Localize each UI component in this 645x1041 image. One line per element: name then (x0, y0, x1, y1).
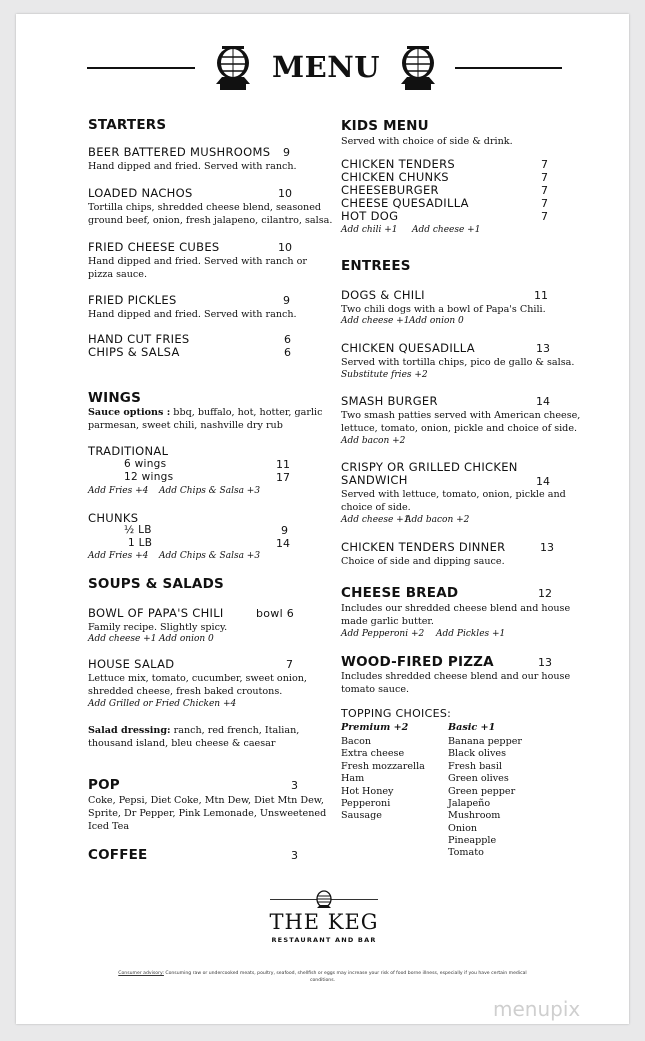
advisory-text: Consuming raw or undercooked meats, poultry, seafood, shellfish or eggs may increase your risk of food borne illness, especially if you have certain medical (163, 971, 527, 976)
kids-addon-1: Add chili +1 (341, 225, 398, 235)
logo-tagline: RESTAURANT AND BAR (271, 936, 377, 944)
kids-item: CHICKEN TENDERS (341, 157, 455, 171)
cheese-cubes-price: 10 (278, 241, 292, 254)
salad-addon: Add Grilled or Fried Chicken +4 (88, 699, 237, 709)
cheese-cubes-desc-2: pizza sauce. (88, 269, 148, 280)
toppings-heading: TOPPING CHOICES: (341, 707, 452, 720)
burger-price: 14 (536, 395, 550, 408)
logo-brand: THE KEG (269, 910, 379, 934)
dogs-addon-2: Add onion 0 (409, 316, 464, 326)
salad-name: HOUSE SALAD (88, 657, 175, 671)
salad-dressing-label: Salad dressing: (88, 725, 171, 736)
topping-basic: Fresh basil (448, 761, 502, 772)
topping-basic: Green pepper (448, 786, 516, 797)
topping-premium: Ham (341, 773, 365, 784)
chunks-addon-2: Add Chips & Salsa +3 (159, 551, 261, 561)
sandwich-desc-1: Served with lettuce, tomato, onion, pickle and (341, 489, 566, 500)
barrel-icon-right (397, 44, 439, 94)
nachos-desc-2: ground beef, onion, fresh jalapeno, cilantro, salsa. (88, 215, 333, 226)
burger-name: SMASH BURGER (341, 394, 438, 408)
chili-desc: Family recipe. Slightly spicy. (88, 622, 228, 633)
sandwich-name-2: SANDWICH (341, 473, 408, 487)
pizza-name: WOOD-FIRED PIZZA (341, 654, 494, 670)
topping-premium: Extra cheese (341, 748, 405, 759)
pop-desc-3: Iced Tea (88, 821, 130, 832)
kids-desc: Served with choice of side & drink. (341, 136, 513, 147)
sauce-options (88, 406, 322, 419)
kids-item-price: 7 (541, 171, 548, 184)
quesadilla-desc: Served with tortilla chips, pico de gallo & salsa. (341, 357, 575, 368)
topping-premium: Bacon (341, 736, 372, 747)
watermark: menupix (493, 997, 581, 1021)
kids-heading: KIDS MENU (341, 118, 429, 134)
traditional-row-1: 6 wings (124, 458, 167, 470)
chunks-row-2: 1 LB (128, 537, 153, 549)
pickles-price: 9 (283, 294, 290, 307)
quesadilla-name: CHICKEN QUESADILLA (341, 341, 475, 355)
chips-name: CHIPS & SALSA (88, 345, 180, 359)
dogs-price: 11 (534, 289, 548, 302)
tenders-dinner-name: CHICKEN TENDERS DINNER (341, 540, 506, 554)
chili-name: BOWL OF PAPA'S CHILI (88, 606, 224, 620)
wings-heading: WINGS (88, 390, 142, 406)
kids-item-price: 7 (541, 197, 548, 210)
salad-price: 7 (286, 658, 293, 671)
topping-premium: Sausage (341, 810, 382, 821)
cheese-bread-addon-1: Add Pepperoni +2 (341, 629, 425, 639)
header-rule-left (87, 67, 195, 69)
chunks-price-2: 14 (276, 537, 290, 550)
sandwich-desc-2: choice of side. (341, 502, 411, 513)
salad-desc-1: Lettuce mix, tomato, cucumber, sweet onion, (88, 673, 307, 684)
advisory-text-2: conditions. (309, 978, 336, 983)
topping-basic: Black olives (448, 748, 507, 759)
basic-label: Basic +1 (448, 722, 496, 733)
mushrooms-price: 9 (283, 146, 290, 159)
mushrooms-name: BEER BATTERED MUSHROOMS (88, 145, 271, 159)
chunks-addon-1: Add Fries +4 (88, 551, 149, 561)
tenders-dinner-price: 13 (540, 541, 554, 554)
logo-barrel-icon (315, 890, 333, 910)
traditional-row-2: 12 wings (124, 471, 174, 483)
dogs-addon-1: Add cheese +1 (341, 316, 410, 326)
kids-item: CHICKEN CHUNKS (341, 170, 449, 184)
cheese-bread-desc-2: made garlic butter. (341, 616, 434, 627)
fries-name: HAND CUT FRIES (88, 332, 190, 346)
topping-basic: Mushroom (448, 810, 501, 821)
topping-basic: Jalapeño (448, 798, 491, 809)
topping-basic: Banana pepper (448, 736, 522, 747)
chunks-row-1: ½ LB (124, 524, 152, 536)
topping-basic: Tomato (448, 847, 484, 858)
pizza-desc-2: tomato sauce. (341, 684, 410, 695)
chili-addon-2: Add onion 0 (159, 634, 214, 644)
cheese-bread-name: CHEESE BREAD (341, 585, 459, 601)
nachos-desc-1: Tortilla chips, shredded cheese blend, seasoned (88, 202, 322, 213)
advisory-label: Consumer advisory: (118, 971, 164, 976)
topping-basic: Onion (448, 823, 478, 834)
chili-addon-1: Add cheese +1 (88, 634, 157, 644)
topping-premium: Pepperoni (341, 798, 391, 809)
chips-price: 6 (284, 346, 291, 359)
barrel-icon-left (212, 44, 254, 94)
soups-heading: SOUPS & SALADS (88, 576, 224, 592)
chunks-name: CHUNKS (88, 511, 139, 525)
sandwich-name-1: CRISPY OR GRILLED CHICKEN (341, 460, 518, 474)
cheese-bread-desc-1: Includes our shredded cheese blend and house (341, 603, 571, 614)
sandwich-addon-1: Add cheese +1 (341, 515, 410, 525)
page-title: MENU (271, 50, 380, 84)
pop-desc-2: Sprite, Dr Pepper, Pink Lemonade, Unsweetened (88, 808, 327, 819)
dogs-desc: Two chili dogs with a bowl of Papa's Chili. (341, 304, 546, 315)
dogs-name: DOGS & CHILI (341, 288, 425, 302)
cheese-bread-price: 12 (538, 587, 552, 600)
pop-desc-1: Coke, Pepsi, Diet Coke, Mtn Dew, Diet Mtn Dew, (88, 795, 324, 806)
salad-dressing-1: ranch, red french, Italian, (170, 725, 300, 736)
salad-dressing-2: thousand island, bleu cheese & caesar (88, 738, 276, 749)
menu-page (16, 14, 629, 1024)
pop-price: 3 (291, 779, 298, 792)
topping-premium: Fresh mozzarella (341, 761, 425, 772)
sauce-options-1: bbq, buffalo, hot, hotter, garlic (170, 407, 323, 418)
starters-heading: STARTERS (88, 117, 167, 133)
coffee-price: 3 (291, 849, 298, 862)
topping-basic: Green olives (448, 773, 509, 784)
burger-desc-2: lettuce, tomato, onion, pickle and choice of side. (341, 423, 578, 434)
cheese-bread-addon-2: Add Pickles +1 (436, 629, 506, 639)
fries-price: 6 (284, 333, 291, 346)
consumer-advisory (36, 970, 609, 977)
kids-item-price: 7 (541, 184, 548, 197)
topping-premium: Hot Honey (341, 786, 394, 797)
cheese-cubes-desc-1: Hand dipped and fried. Served with ranch or (88, 256, 307, 267)
sandwich-addon-2: Add bacon +2 (405, 515, 470, 525)
tenders-dinner-desc: Choice of side and dipping sauce. (341, 556, 505, 567)
kids-item: CHEESE QUESADILLA (341, 196, 469, 210)
pop-name: POP (88, 777, 120, 793)
coffee-name: COFFEE (88, 847, 148, 863)
kids-item-price: 7 (541, 210, 548, 223)
quesadilla-price: 13 (536, 342, 550, 355)
sauce-options-2: parmesan, sweet chili, nashville dry rub (88, 420, 283, 431)
traditional-addon-2: Add Chips & Salsa +3 (159, 486, 261, 496)
quesadilla-addon: Substitute fries +2 (341, 370, 428, 380)
kids-item: CHEESEBURGER (341, 183, 439, 197)
kids-addon-2: Add cheese +1 (412, 225, 481, 235)
pizza-price: 13 (538, 656, 552, 669)
chili-price: bowl 6 (256, 607, 295, 620)
mushrooms-desc: Hand dipped and fried. Served with ranch. (88, 161, 297, 172)
traditional-name: TRADITIONAL (88, 444, 169, 458)
sandwich-price: 14 (536, 475, 550, 488)
header-rule-right (455, 67, 562, 69)
chunks-price-1: 9 (281, 524, 288, 537)
entrees-heading: ENTREES (341, 258, 411, 274)
traditional-price-1: 11 (276, 458, 290, 471)
pickles-name: FRIED PICKLES (88, 293, 177, 307)
pizza-desc-1: Includes shredded cheese blend and our house (341, 671, 571, 682)
nachos-price: 10 (278, 187, 292, 200)
salad-dressing (88, 724, 299, 737)
topping-basic: Pineapple (448, 835, 497, 846)
kids-item-price: 7 (541, 158, 548, 171)
premium-label: Premium +2 (341, 722, 409, 733)
salad-desc-2: shredded cheese, fresh baked croutons. (88, 686, 283, 697)
burger-addon: Add bacon +2 (341, 436, 406, 446)
cheese-cubes-name: FRIED CHEESE CUBES (88, 240, 220, 254)
pickles-desc: Hand dipped and fried. Served with ranch. (88, 309, 297, 320)
sauce-options-label: Sauce options : (88, 407, 171, 418)
burger-desc-1: Two smash patties served with American cheese, (341, 410, 581, 421)
traditional-price-2: 17 (276, 471, 290, 484)
nachos-name: LOADED NACHOS (88, 186, 193, 200)
traditional-addon-1: Add Fries +4 (88, 486, 149, 496)
kids-item: HOT DOG (341, 209, 399, 223)
